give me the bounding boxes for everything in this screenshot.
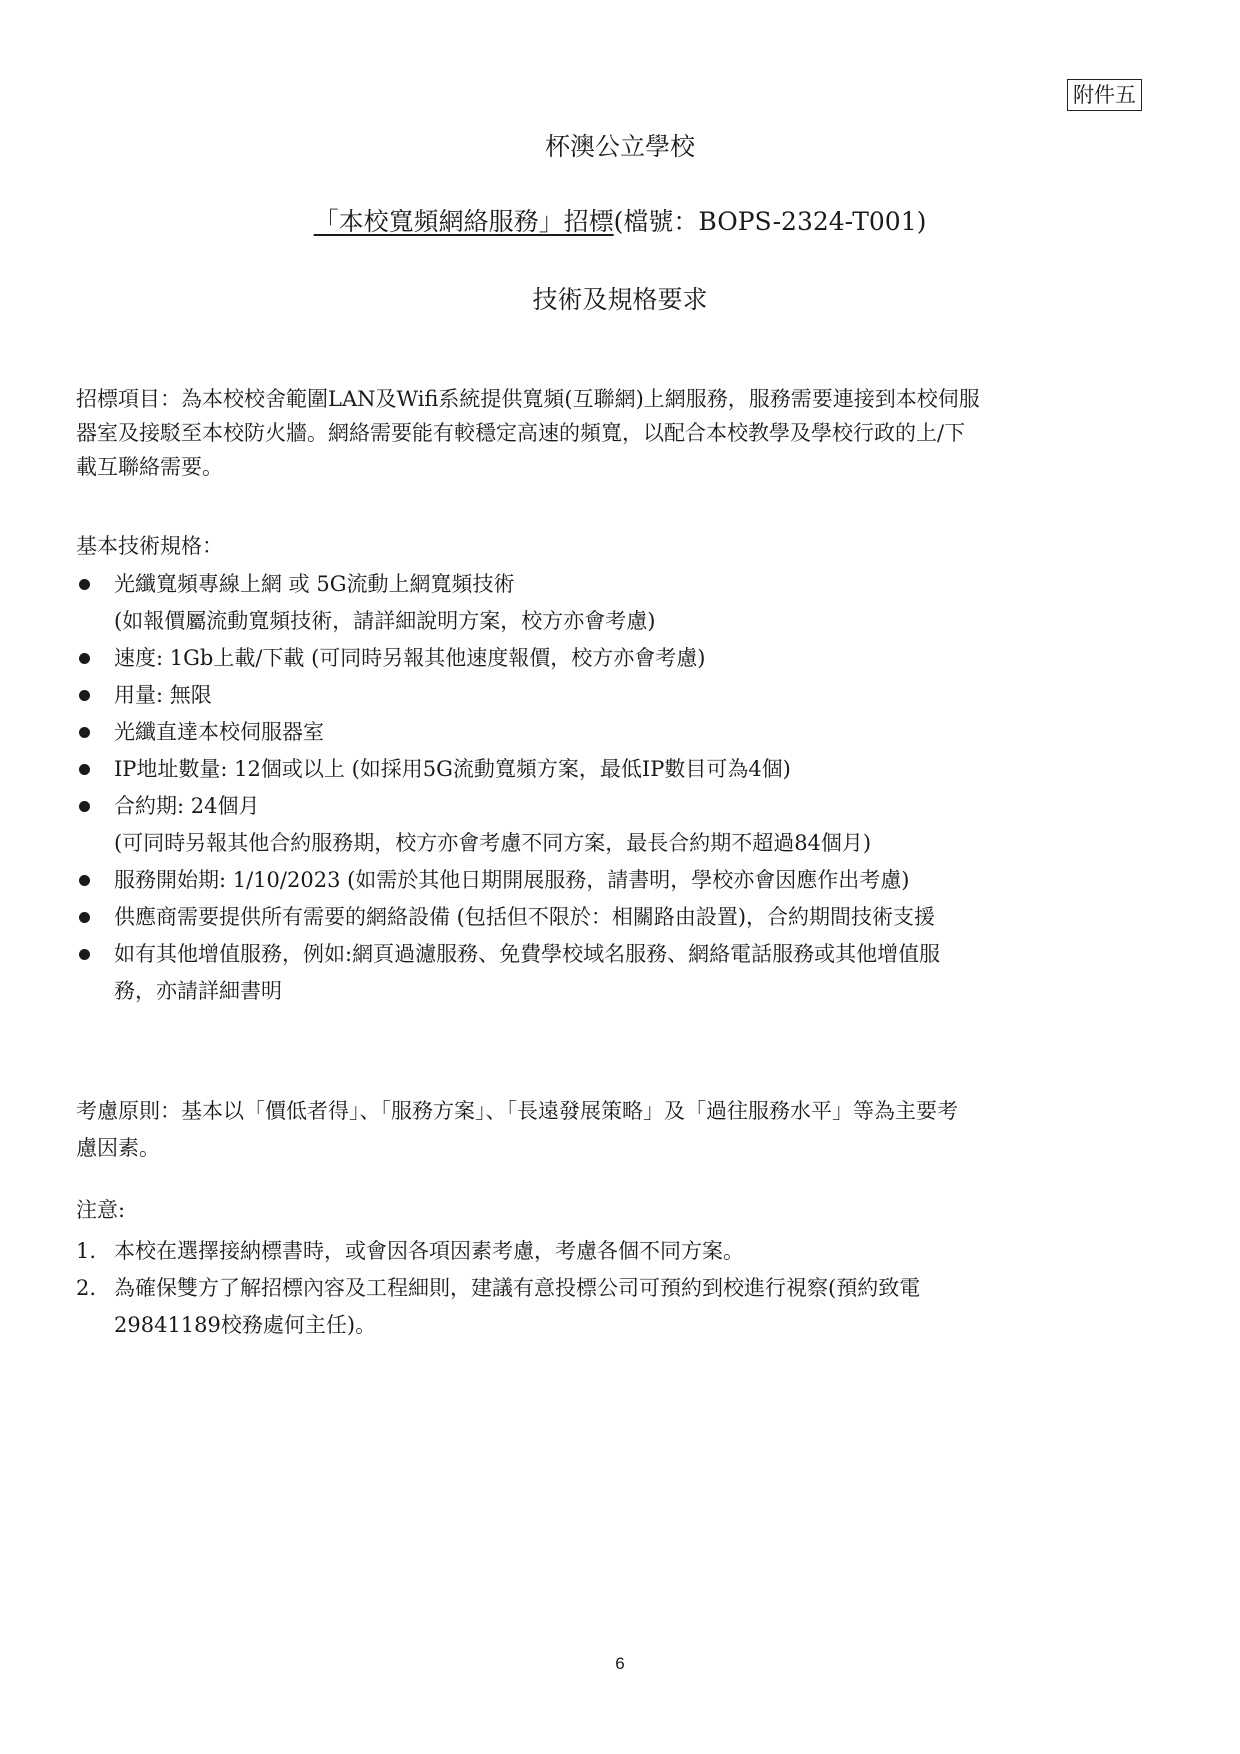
spec-item-text: 光纖直達本校伺服器室 [114, 720, 324, 744]
spec-item-text: 如有其他增值服務，例如:網頁過濾服務、免費學校域名服務、網絡電話服務或其他增值服 [114, 942, 941, 966]
bullet-icon [79, 949, 90, 960]
basic-spec-heading: 基本技術規格： [76, 534, 223, 558]
note-text: 本校在選擇接納標書時，或會因各項因素考慮，考慮各個不同方案。 [114, 1239, 744, 1263]
bullet-icon [79, 764, 90, 775]
evaluation-principle [76, 1093, 1156, 1167]
spec-item [76, 788, 1156, 862]
intro-paragraph [76, 382, 1156, 484]
bullet-icon [79, 579, 90, 590]
intro-line: 載互聯絡需要。 [76, 455, 223, 479]
bullet-icon [79, 727, 90, 738]
principle-line: 慮因素。 [76, 1136, 160, 1160]
note-item [76, 1233, 1156, 1270]
spec-item-text: 用量: 無限 [114, 683, 212, 707]
spec-bullet-list [76, 566, 1156, 1010]
tender-title [0, 206, 1240, 238]
bullet-icon [79, 690, 90, 701]
spec-item-text: 服務開始期: 1/10/2023 (如需於其他日期開展服務，請書明，學校亦會因應作出考慮) [114, 868, 910, 892]
bullet-icon [79, 801, 90, 812]
spec-title: 技術及規格要求 [532, 285, 708, 314]
spec-item [76, 899, 1156, 936]
spec-item [76, 714, 1156, 751]
spec-item-text: (可同時另報其他合約服務期，校方亦會考慮不同方案，最長合約期不超過84個月) [114, 831, 872, 855]
bullet-icon [79, 653, 90, 664]
bullet-icon [79, 912, 90, 923]
spec-item [76, 566, 1156, 640]
tender-title-underlined: 「本校寬頻網絡服務」招標 [313, 207, 614, 236]
spec-item-text: (如報價屬流動寬頻技術，請詳細說明方案，校方亦會考慮) [114, 609, 656, 633]
spec-item-text: 合約期: 24個月 [114, 794, 260, 818]
spec-item-text: 速度: 1Gb上載/下載 (可同時另報其他速度報價，校方亦會考慮) [114, 646, 706, 670]
spec-item-text: 光纖寬頻專線上網 或 5G流動上網寬頻技術 [114, 572, 515, 596]
note-text: 29841189校務處何主任)。 [114, 1313, 377, 1337]
spec-item [76, 936, 1156, 1010]
attachment-label: 附件五 [1067, 79, 1142, 111]
note-item [76, 1270, 1156, 1344]
spec-item [76, 640, 1156, 677]
note-number: 1. [76, 1239, 97, 1263]
bullet-icon [79, 875, 90, 886]
spec-item-text: 務，亦請詳細書明 [114, 979, 282, 1003]
page-number: 6 [615, 1654, 625, 1673]
notes-list [76, 1233, 1156, 1344]
notes-heading: 注意: [76, 1198, 126, 1222]
spec-item [76, 751, 1156, 788]
note-text: 為確保雙方了解招標內容及工程細則，建議有意投標公司可預約到校進行視察(預約致電 [114, 1276, 921, 1300]
spec-item-text: IP地址數量: 12個或以上 (如採用5G流動寬頻方案，最低IP數目可為4個) [114, 757, 791, 781]
spec-item-text: 供應商需要提供所有需要的網絡設備 (包括但不限於：相關路由設置)，合約期間技術支援 [114, 905, 936, 929]
tender-file-number: (檔號：BOPS-2324-T001) [613, 207, 927, 236]
spec-item [76, 862, 1156, 899]
note-number: 2. [76, 1276, 97, 1300]
intro-line: 招標項目：為本校校舍範圍LAN及Wifi系統提供寬頻(互聯網)上網服務，服務需要連接到本校伺服 [76, 387, 980, 411]
spec-item [76, 677, 1156, 714]
principle-line: 考慮原則：基本以「價低者得」、「服務方案」、「長遠發展策略」及「過往服務水平」等為主要考 [76, 1099, 958, 1123]
intro-line: 器室及接駁至本校防火牆。網絡需要能有較穩定高速的頻寬，以配合本校教學及學校行政的上/下 [76, 421, 966, 445]
school-name: 杯澳公立學校 [544, 132, 695, 161]
